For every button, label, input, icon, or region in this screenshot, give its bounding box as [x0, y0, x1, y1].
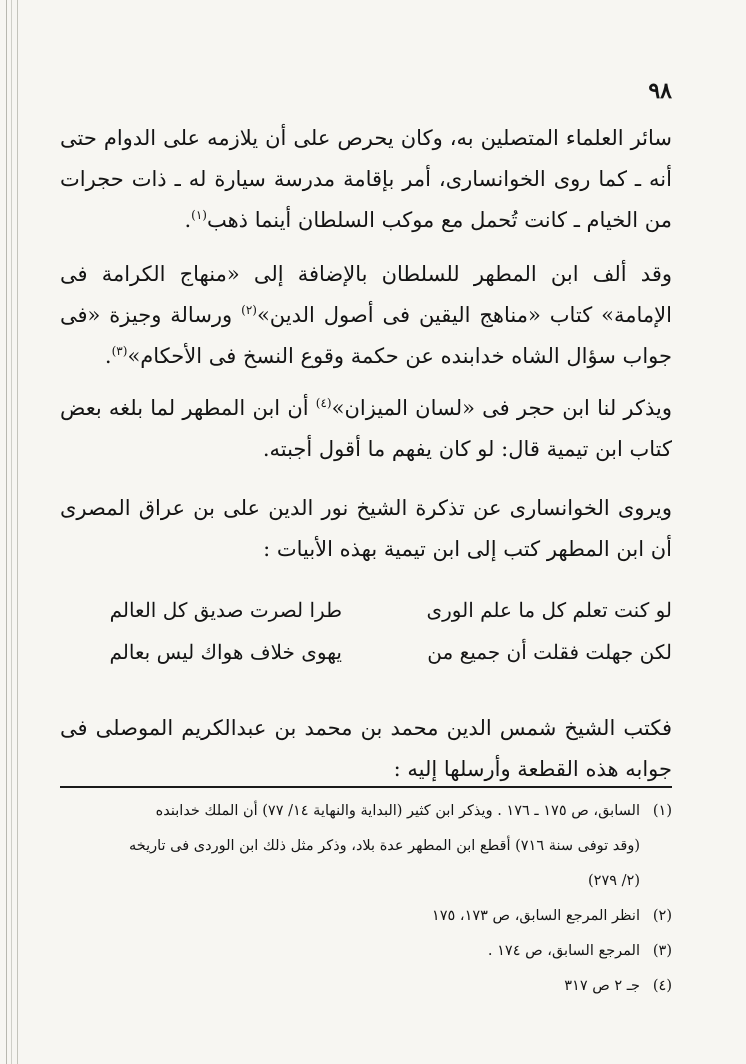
poem-verse	[60, 598, 672, 640]
footnotes	[60, 794, 672, 1004]
footnote-number: (٢)	[652, 908, 672, 924]
footnote-1-continued: (٢/ ٢٧٩)	[587, 873, 640, 889]
paragraph-5: فكتب الشيخ شمس الدين محمد بن محمد بن عبدالكريم الموصلى فى جوابه هذه القطعة وأرسلها إليه :	[60, 716, 672, 781]
paragraph-3	[60, 388, 672, 470]
footnote-text: السابق، ص ١٧٥ ـ ١٧٦ . ويذكر ابن كثير (البداية والنهاية ١٤/ ٧٧) أن الملك خدابنده	[155, 803, 640, 819]
verse-second-hemistich: طرا لصرت صديق كل العالم	[109, 598, 342, 622]
paragraph-2: وقد ألف ابن المطهر للسلطان بالإضافة إلى «منهاج الكرامة فى الإمامة» كتاب «مناهج اليقين فى أصول الدين»$^{(٢)}$ ورسالة وجيزة «فى جواب سؤال الشاه خدابنده عن حكمة وقوع النسخ فى الأحكام»$^{(٣)}$.	[60, 262, 672, 368]
paragraph-4: ويروى الخوانسارى عن تذكرة الشيخ نور الدين على بن عراق المصرى أن ابن المطهر كتب إلى ابن تيمية بهذه الأبيات :	[60, 496, 672, 561]
footnote-text: جـ ٢ ص ٣١٧	[564, 978, 640, 994]
footnote-1	[60, 794, 672, 829]
paragraph-1-text: سائر العلماء المتصلين به، وكان يحرص على أن يلازمه على الدوام حتى أنه ـ كما روى الخوانسارى، أمر بإقامة مدرسة سيارة له ـ ذات حجرات من الخيام ـ كانت تُحمل مع موكب السلطان أينما ذهب	[60, 126, 672, 232]
footnote-separator	[60, 786, 672, 788]
verse-first-hemistich: لو كنت تعلم كل ما علم الورى	[426, 598, 672, 622]
footnote-text: المرجع السابق، ص ١٧٤ .	[487, 943, 640, 959]
footnote-1-continued: (وقد توفى سنة ٧١٦) أقطع ابن المطهر عدة بلاد، وذكر مثل ذلك ابن الوردى فى تاريخه	[128, 838, 640, 854]
verse-first-hemistich: لكن جهلت فقلت أن جميع من	[427, 640, 672, 664]
page-number: ٩٨	[648, 78, 672, 104]
poem	[60, 598, 672, 682]
paragraph-2-tail: ورسالة وجيزة «فى جواب سؤال الشاه خدابنده عن حكمة وقوع النسخ فى الأحكام»	[60, 303, 672, 368]
paragraph-3-text: ويذكر لنا ابن حجر فى «لسان الميزان»	[331, 396, 672, 420]
footnote-number: (٣)	[652, 943, 672, 959]
footnote-ref-1: (١)	[191, 208, 207, 222]
footnote-number: (١)	[652, 803, 672, 819]
footnote-ref-3: (٣)	[111, 344, 128, 358]
paragraph-3-tail: أن ابن المطهر لما بلغه بعض كتاب ابن تيمية قال: لو كان يفهم ما أقول أجبته.	[60, 396, 672, 461]
paragraph-2-text: وقد ألف ابن المطهر للسلطان بالإضافة إلى «منهاج الكرامة فى الإمامة» كتاب «مناهج اليقين فى أصول الدين»	[60, 262, 672, 327]
verse-second-hemistich: يهوى خلاف هواك ليس بعالم	[109, 640, 342, 664]
scan-binding-edge	[0, 0, 28, 1064]
footnote-ref-2: (٢)	[241, 303, 257, 317]
footnote-2	[60, 899, 672, 934]
footnote-ref-4: (٤)	[315, 396, 332, 410]
book-page	[60, 0, 672, 1064]
poem-verse	[60, 640, 672, 682]
footnote-number: (٤)	[652, 978, 672, 994]
footnote-text: انظر المرجع السابق، ص ١٧٣، ١٧٥	[431, 908, 640, 924]
footnote-3	[60, 934, 672, 969]
footnote-4	[60, 969, 672, 1004]
paragraph-1: سائر العلماء المتصلين به، وكان يحرص على أن يلازمه على الدوام حتى أنه ـ كما روى الخوانسارى، أمر بإقامة مدرسة سيارة له ـ ذات حجرات من الخيام ـ كانت تُحمل مع موكب السلطان أينما ذهب$^{(١)}$.	[60, 126, 672, 232]
